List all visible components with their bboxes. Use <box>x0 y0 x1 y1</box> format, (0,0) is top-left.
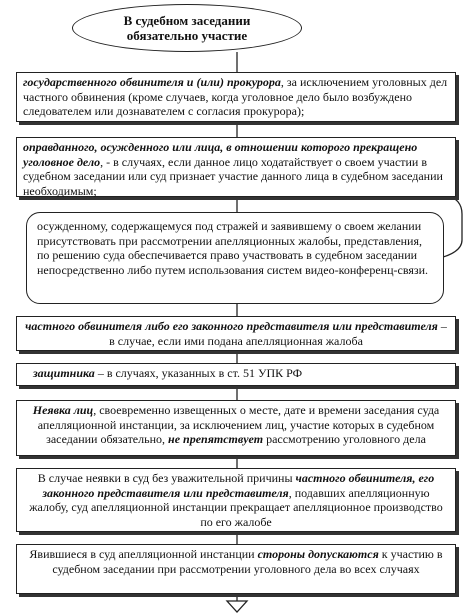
box-defender-text: – в случаях, указанных в ст. 51 УПК РФ <box>94 366 303 380</box>
box-acquitted-convicted <box>16 137 456 197</box>
box-prosecutor <box>16 72 456 122</box>
box-prosecutor-emphasis: государственного обвинителя и (или) прокурора <box>23 75 281 89</box>
box-parties-admitted <box>16 544 456 594</box>
box-non-appearance-rest: рассмотрению уголовного дела <box>263 432 426 446</box>
box-unexcused-pre: В случае неявки в суд без уважительной причины <box>37 471 296 485</box>
box-defender-emphasis: защитника <box>33 366 95 380</box>
title-line-1: В судебном заседании <box>123 13 251 28</box>
title-oval <box>72 4 302 52</box>
box-non-appearance-emphasis: Неявка лиц <box>32 403 94 417</box>
box-defender <box>16 363 456 386</box>
box-private-prosecutor-emphasis: частного обвинителя либо его законного представителя или представителя <box>25 319 438 333</box>
box-detained-convict <box>26 212 444 304</box>
box-unexcused-emphasis: частного обвинителя, его законного представителя или представителя <box>42 471 435 500</box>
title-line-2: обязательно участие <box>126 28 248 43</box>
box-unexcused-absence <box>16 468 456 532</box>
box-acquitted-emphasis: оправданного, осужденного или лица, в отношении которого прекращено уголовное дело <box>23 140 418 169</box>
box-non-appearance-emphasis-2: не препятствует <box>168 432 264 446</box>
down-arrow-icon <box>227 601 247 612</box>
box-parties-text: к участию в судебном заседании при рассмотрении уголовного дела во всех случаях <box>52 547 443 576</box>
box-private-prosecutor-text: – в случае, если ими подана апелляционная жалоба <box>109 319 447 348</box>
box-prosecutor-text: , за исключением уголовных дел частного обвинения (кроме случаев, когда уголовное дело было возбуждено следователем или дознавателем с согласия прокурора); <box>23 75 448 118</box>
box-parties-pre: Явившиеся в суд апелляционной инстанции <box>29 547 258 561</box>
box-unexcused-text: , подавших апелляционную жалобу, суд апелляционной инстанции прекращает апелляционное производство по его жалобе <box>29 485 443 529</box>
box-non-appearance <box>16 400 456 456</box>
box-acquitted-text: , - в случаях, если данное лицо ходатайствует о своем участии в судебном заседании или суд признает участие данного лица в судебном заседании необходимым; <box>23 154 443 198</box>
box-detained-text: осужденному, содержащемуся под стражей и заявившему о своем желании присутствовать при рассмотрении апелляционных жалобы, представления, по решению суда обеспечивается право участвовать в судебном заседании непосредственно либо путем использования систем видео-конференц-связи. <box>37 219 429 277</box>
box-parties-emphasis: стороны допускаются <box>257 547 379 561</box>
box-private-prosecutor <box>16 316 456 351</box>
box-non-appearance-text: , своевременно извещенных о месте, дате и времени заседания суда апелляционной инстанции, за исключением лиц, участие которых в судебном заседании обязательно, <box>37 403 440 446</box>
